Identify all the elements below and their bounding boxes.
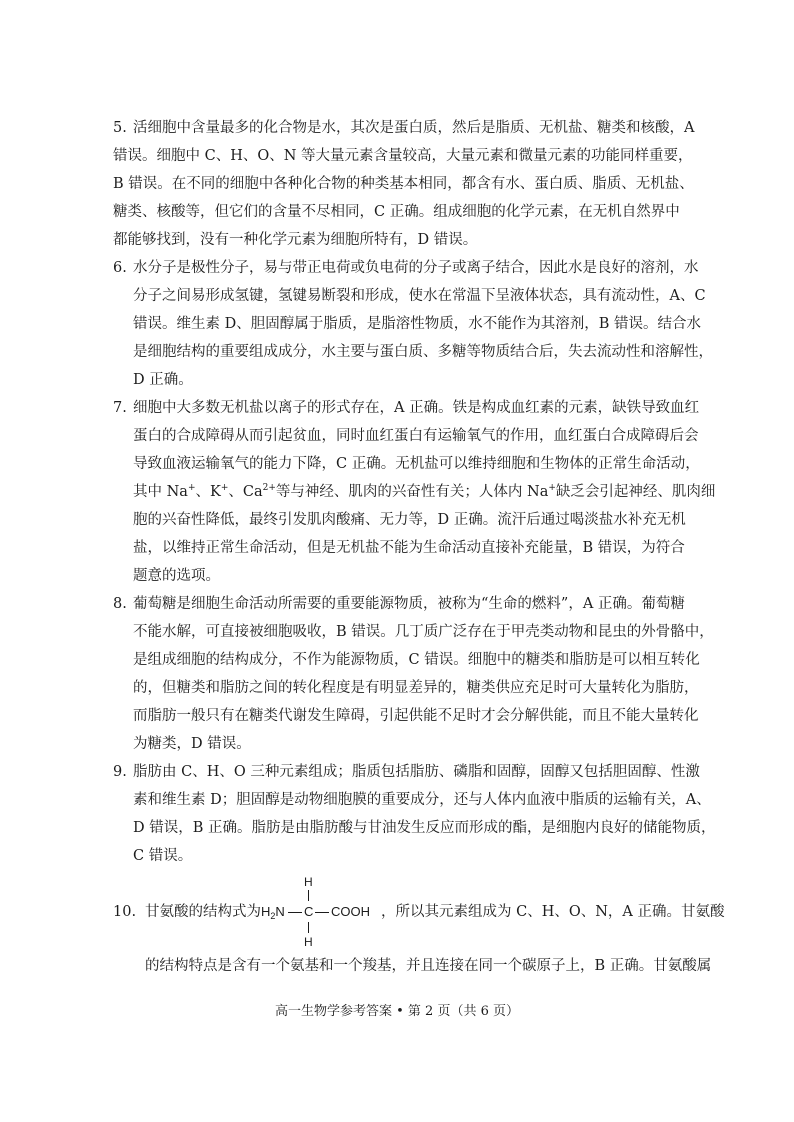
formula-trail-text: ，所以其元素组成为 C、H、O、N，A 正确。甘氨酸 [381,904,725,920]
item-number: 8. [113,596,127,612]
text-line: 素和维生素 D；胆固醇是动物细胞膜的重要成分，还与人体内血液中脂质的运输有关，A、 [133,792,711,808]
alpha-carbon: C [304,904,314,919]
text-line: 盐，以维持正常生命活动，但是无机盐不能为生命活动直接补充能量，B 错误，为符合 [133,540,685,556]
carboxyl-group: COOH [331,904,370,919]
ion-text: 、K [195,484,221,500]
text-line: 都能够找到，没有一种化学元素为细胞所特有，D 错误。 [113,232,478,248]
text-line: 不能水解，可直接被细胞吸收，B 错误。几丁质广泛存在于甲壳类动物和昆虫的外骨骼中， [133,624,714,640]
text-line: 脂肪由 C、H、O 三种元素组成；脂质包括脂肪、磷脂和固醇，固醇又包括胆固醇、性激 [133,764,700,780]
text-line: B 错误。在不同的细胞中各种化合物的种类基本相同，都含有水、蛋白质、脂质、无机盐、 [113,176,694,192]
text-line: 糖类、核酸等，但它们的含量不尽相同，C 正确。组成细胞的化学元素，在无机自然界中 [113,204,680,220]
text-line: 是细胞结构的重要组成成分，水主要与蛋白质、多糖等物质结合后，失去流动性和溶解性， [133,344,713,360]
item-number: 7. [113,400,127,416]
ion-text: 等与神经、肌肉的兴奋性有关；人体内 Na [275,484,549,500]
ion-charge: + [220,483,229,493]
text-line: 胞的兴奋性降低，最终引发肌肉酸痛、无力等，D 正确。流汗后通过喝淡盐水补充无机 [133,512,686,528]
ion-charge: + [548,483,556,493]
text-line: 题意的选项。 [133,568,220,584]
hydrogen-top: H [304,875,313,889]
ion-text: 其中 Na [133,484,188,500]
item-number: 6. [113,260,127,276]
ion-text: 、Ca [228,484,263,500]
formula-text-line [145,875,725,949]
ion-text: 缺乏会引起神经、肌肉细 [555,484,716,500]
amino-group: $H_2N$ [261,904,285,921]
ion-text-line [133,482,715,502]
text-line: 错误。细胞中 C、H、O、N 等大量元素含量较高，大量元素和微量元素的功能同样重要， [113,148,693,164]
page-footer: 高一生物学参考答案 • 第 2 页（共 6 页） [274,1004,519,1019]
text-line: D 正确。 [133,372,193,388]
item-number: 9. [113,764,127,780]
text-line: 细胞中大多数无机盐以离子的形式存在，A 正确。铁是构成血红素的元素，缺铁导致血红 [133,400,700,416]
bond-line [288,912,302,913]
text-line: C 错误。 [133,848,193,864]
text-line: 水分子是极性分子，易与带正电荷或负电荷的分子或离子结合，因此水是良好的溶剂，水 [133,260,699,276]
formula-lead-text: 甘氨酸的结构式为 [145,904,261,920]
text-line: 活细胞中含量最多的化合物是水，其次是蛋白质，然后是脂质、无机盐、糖类和核酸，A [133,120,695,136]
glycine-structural-formula [261,875,381,949]
text-line: 分子之间易形成氢键，氢键易断裂和形成，使水在常温下呈液体状态，具有流动性，A、C [133,288,706,304]
bond-line [315,912,329,913]
text-line: 而脂肪一般只有在糖类代谢发生障碍，引起供能不足时才会分解供能，而且不能大量转化 [133,708,699,724]
text-line: 是组成细胞的结构成分，不作为能源物质，C 错误。细胞中的糖类和脂肪是可以相互转化 [133,652,700,668]
item-number: 10. [113,904,137,920]
text-line: 蛋白的合成障碍从而引起贫血，同时血红蛋白有运输氧气的作用，血红蛋白合成障碍后会 [133,428,699,444]
ion-charge: 2+ [262,483,276,493]
ion-charge: + [187,483,196,493]
text-line: 为糖类，D 错误。 [133,736,251,752]
text-line: 的结构特点是含有一个氨基和一个羧基，并且连接在同一个碳原子上，B 正确。甘氨酸属 [145,958,712,974]
text-line: 导致血液运输氧气的能力下降，C 正确。无机盐可以维持细胞和生物体的正常生命活动， [133,456,700,472]
text-line: D 错误，B 正确。脂肪是由脂肪酸与甘油发生反应而形成的酯，是细胞内良好的储能物质， [133,820,716,836]
hydrogen-bottom: H [304,935,313,949]
item-number: 5. [113,120,127,136]
text-line: 葡萄糖是细胞生命活动所需要的重要能源物质，被称为“生命的燃料”，A 正确。葡萄糖 [133,596,685,612]
text-line: 错误。维生素 D、胆固醇属于脂质，是脂溶性物质，水不能作为其溶剂，B 错误。结合水 [133,316,701,332]
text-line: 的，但糖类和脂肪之间的转化程度是有明显差异的，糖类供应充足时可大量转化为脂肪， [133,680,699,696]
